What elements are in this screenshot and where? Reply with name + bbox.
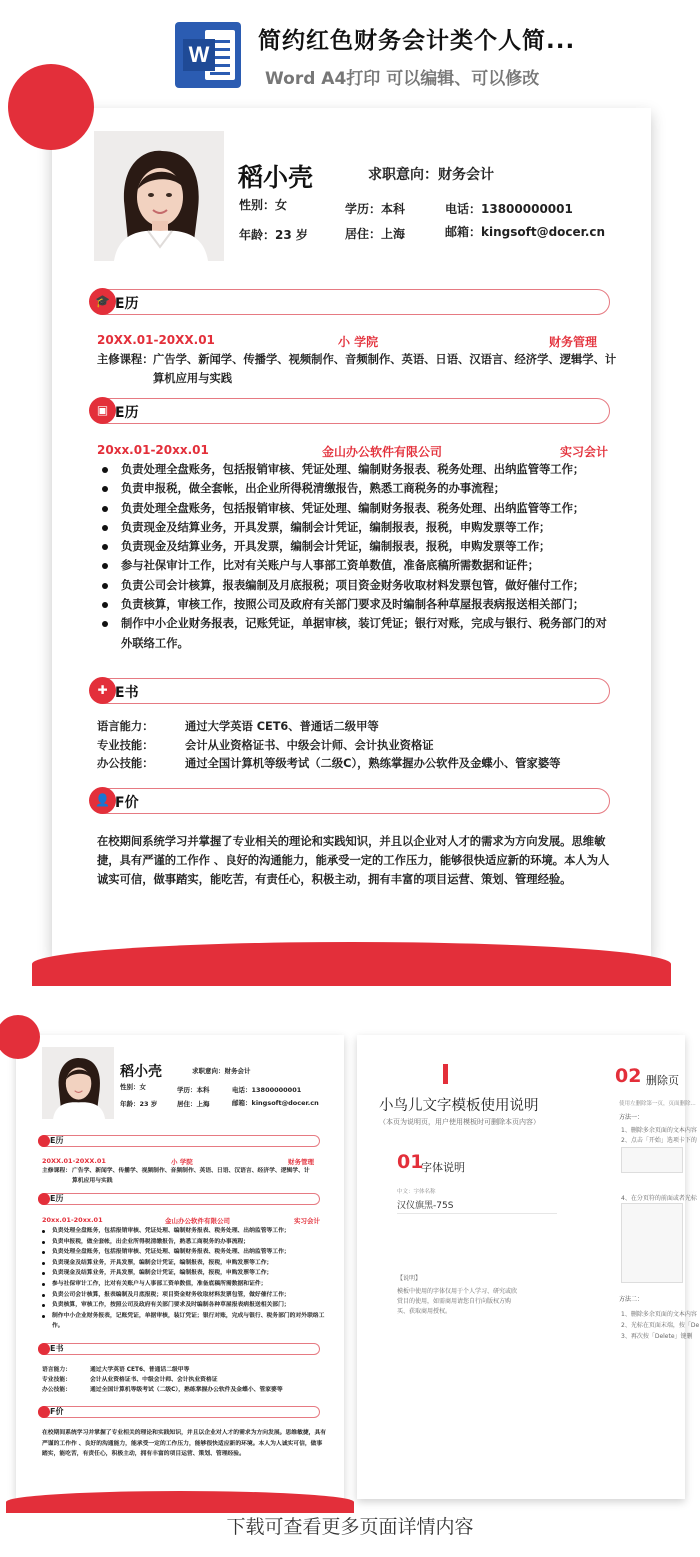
courses-label: 主修课程： [42,1168,71,1174]
education-period: 20XX.01-20XX.01 [42,1157,106,1165]
phone: 电话：13800000001 [445,202,573,216]
gender: 性别：女 [120,1083,146,1091]
cert-label: 办公技能： [97,757,154,770]
guide-note: （本页为说明页，用户使用模板时可删除本页内容） [379,1118,540,1126]
duties-list [102,460,614,653]
courses-line-2: 算机应用与实践 [153,372,233,385]
step: 2、光标在页面末端，按「De [621,1322,700,1329]
section-certificates: ✚ E书 [90,678,610,704]
list-item: 负责处理全盘账务，包括报销审核、凭证处理、编制财务报表、税务处理、出纳监管等工作； [42,1247,328,1258]
person-icon: 👤 [89,787,116,814]
courses-line-1: 广告学、新闻学、传播学、视频制作、音频制作、英语、日语、汉语言、经济学、逻辑学、计 [72,1168,310,1174]
company-name: 金山办公软件有限公司 [165,1217,230,1225]
list-item: 制作中小企业财务报表，记账凭证，单据审核，装订凭证；银行对账，完成与银行、税务部门的对外联络工作。 [42,1311,328,1332]
desc-label: 【说明】 [397,1275,422,1282]
cert-label: 专业技能： [97,739,154,752]
list-item: 负责现金及结算业务，开具发票，编制会计凭证，编制报表，报税，申购发票等工作； [102,537,614,556]
section-work: E历 [38,1193,320,1205]
cert-value: 会计从业资格证书、中级会计师、会计执业资格证 [90,1377,218,1383]
list-item: 参与社保审计工作，比对有关账户与人事部工资单数值，准备底稿所需数据和证件； [42,1279,328,1290]
self-evaluation: 在校期间系统学习并掌握了专业相关的理论和实践知识，并且以企业对人才的需求为方向发展。思维敏捷，具有严谨的工作作 、良好的沟通能力，能承受一定的工作压力，能够很快适应新的环境。本人为人诚实可信，做事踏实，能吃苦，有责任心，积极主动，拥有丰富的项目运营、策划、管理经验。 [97,835,610,886]
section-evaluation: 👤 F价 [90,788,610,814]
section-work: ▣ E历 [90,398,610,424]
education-level: 学历：本科 [345,202,406,216]
major: 财务管理 [549,335,598,349]
list-item: 负责处理全盘账务，包括报销审核、凭证处理、编制财务报表、税务处理、出纳监管等工作； [102,499,614,518]
education-period: 20XX.01-20XX.01 [97,333,215,347]
list-item: 负责申报税，做全套帐，出企业所得税清缴报告，熟悉工商税务的办事流程； [102,479,614,498]
cert-label: 语言能力： [97,720,154,733]
list-item: 负责处理全盘账务，包括报销审核、凭证处理、编制财务报表、税务处理、出纳监管等工作； [102,460,614,479]
duties-list [42,1226,328,1332]
divider [397,1213,557,1214]
work-position: 实习会计 [560,445,609,459]
self-evaluation: 在校期间系统学习并掌握了专业相关的理论和实践知识，并且以企业对人才的需求为方向发展。思维敏捷，具有严谨的工作作 、良好的沟通能力，能承受一定的工作压力，能够很快适应新的环境。本人为人诚实可信，做事踏实，能吃苦，有责任心，积极主动，拥有丰富的项目运营、策划、管理经验。 [42,1430,327,1458]
school-name: 小 学院 [338,335,379,349]
list-item: 参与社保审计工作，比对有关账户与人事部工资单数值，准备底稿所需数据和证件； [102,556,614,575]
step: 1、删除多余页面的文本内容 [621,1311,697,1318]
section-title: 字体说明 [421,1161,465,1174]
section-education: 🎓 E历 [90,289,610,315]
job-intent: 求职意向：财务会计 [192,1067,251,1075]
step: 1、删除多余页面的文本内容 [621,1127,697,1134]
candidate-name: 稻小壳 [120,1064,162,1080]
guide-title: 小鸟儿文字模板使用说明 [379,1098,539,1114]
screenshot-ribbon [621,1147,683,1173]
list-item: 负责核算，审核工作，按照公司及政府有关部门要求及时编制各种草屋报表病报送相关部门； [102,595,614,614]
courses-line-2: 算机应用与实践 [72,1178,113,1184]
cert-value: 通过大学英语 CET6、普通话二级甲等 [185,720,379,733]
section-number: 02 [615,1065,642,1087]
word-icon: W [175,22,241,88]
list-item: 负责公司会计核算，报表编制及月底报税；项目资金财务收取材料发票包管，做好催付工作； [42,1290,328,1301]
cert-value: 通过全国计算机等级考试（二级C），熟练掌握办公软件及金蝶小、管家婆等 [90,1387,283,1393]
avatar [42,1047,114,1119]
cert-label: 专业技能： [42,1377,71,1383]
footer-text: 下载可查看更多页面详情内容 [226,1516,474,1538]
cert-label: 语言能力： [42,1367,71,1373]
section-title: 删除页 [646,1074,679,1087]
method-label: 方法一： [619,1114,644,1121]
candidate-name: 稻小壳 [238,163,314,192]
desc-text: 模板中使用的字体仅用于个人学习、研究或欣赏目的使用，如需商用请您自行向版权方购买、获取商用授权。 [397,1288,518,1315]
cert-value: 通过大学英语 CET6、普通话二级甲等 [90,1367,190,1373]
phone: 电话：13800000001 [232,1086,302,1094]
work-position: 实习会计 [294,1217,320,1225]
work-period: 20xx.01-20xx.01 [42,1216,103,1224]
email: 邮箱：kingsoft@docer.cn [445,225,606,239]
font-name: 汉仪旗黑-75S [397,1201,454,1211]
accent-bar [443,1064,448,1084]
corner-decoration [0,1015,40,1059]
page-header [0,0,700,100]
residence: 居住：上海 [345,227,406,241]
age: 年龄：23 岁 [239,228,308,242]
job-intent: 求职意向：财务会计 [368,167,494,183]
method-label: 方法二： [619,1296,644,1303]
briefcase-icon: ▣ [89,397,116,424]
list-item: 制作中小企业财务报表，记账凭证，单据审核，装订凭证；银行对账，完成与银行、税务部门的对外联络工作。 [102,614,614,653]
section-education: E历 [38,1135,320,1147]
company-name: 金山办公软件有限公司 [322,445,443,459]
list-item: 负责现金及结算业务，开具发票，编制会计凭证，编制报表，报税，申购发票等工作； [42,1258,328,1269]
certificate-icon: ✚ [89,677,116,704]
section-evaluation: F价 [38,1406,320,1418]
person-icon [38,1406,50,1418]
email: 邮箱：kingsoft@docer.cn [232,1099,319,1107]
section-number: 01 [397,1151,424,1173]
courses-line-1: 广告学、新闻学、传播学、视频制作、音频制作、英语、日语、汉语言、经济学、逻辑学、计 [153,353,617,366]
list-item: 负责申报税，做全套帐，出企业所得税清缴报告，熟悉工商税务的办事流程； [42,1237,328,1248]
graduation-cap-icon [38,1135,50,1147]
font-label: 中文：字体名称 [397,1189,436,1195]
step: 3、再次按「Delete」键删 [621,1333,693,1340]
avatar [94,131,224,261]
bottom-decoration [6,1491,354,1513]
courses-label: 主修课程： [97,353,154,366]
cert-value: 会计从业资格证书、中级会计师、会计执业资格证 [185,739,434,752]
major: 财务管理 [288,1158,314,1166]
list-item: 负责公司会计核算，报表编制及月底报税；项目资金财务收取材料发票包管，做好催付工作； [102,576,614,595]
school-name: 小 学院 [171,1158,193,1166]
section-certificates: E书 [38,1343,320,1355]
cert-label: 办公技能： [42,1387,71,1393]
graduation-cap-icon: 🎓 [89,288,116,315]
resume-preview[interactable] [52,108,651,956]
document-subtitle: Word A4打印 可以编辑、可以修改 [265,69,540,89]
list-item: 负责现金及结算业务，开具发票，编制会计凭证，编制报表，报税，申购发票等工作； [42,1268,328,1279]
thumbnail-guide[interactable] [357,1035,700,1499]
certificate-icon [38,1343,50,1355]
education-level: 学历：本科 [177,1086,210,1094]
list-item: 负责核算，审核工作，按照公司及政府有关部门要求及时编制各种草屋报表病报送相关部门； [42,1300,328,1311]
step: 2、点击「开始」选项卡下的 [621,1137,697,1144]
briefcase-icon [38,1193,50,1205]
bottom-decoration [32,942,671,986]
age: 年龄：23 岁 [120,1100,158,1108]
section-note: 使用左删除第一页，页面删除... [619,1101,696,1107]
gender: 性别：女 [239,198,288,212]
document-title: 简约红色财务会计类个人简... [258,28,576,54]
cert-value: 通过全国计算机等级考试（二级C），熟练掌握办公软件及金蝶小、管家婆等 [185,757,561,770]
list-item: 负责处理全盘账务，包括报销审核、凭证处理、编制财务报表、税务处理、出纳监管等工作； [42,1226,328,1237]
work-period: 20xx.01-20xx.01 [97,443,209,457]
list-item: 负责现金及结算业务，开具发票，编制会计凭证，编制报表，报税，申购发票等工作； [102,518,614,537]
step: 4、在分页符的前面或者光标 [621,1195,697,1202]
residence: 居住：上海 [177,1100,210,1108]
thumbnail-resume[interactable] [16,1035,344,1499]
screenshot-dialog [621,1203,683,1283]
corner-decoration [8,64,94,150]
